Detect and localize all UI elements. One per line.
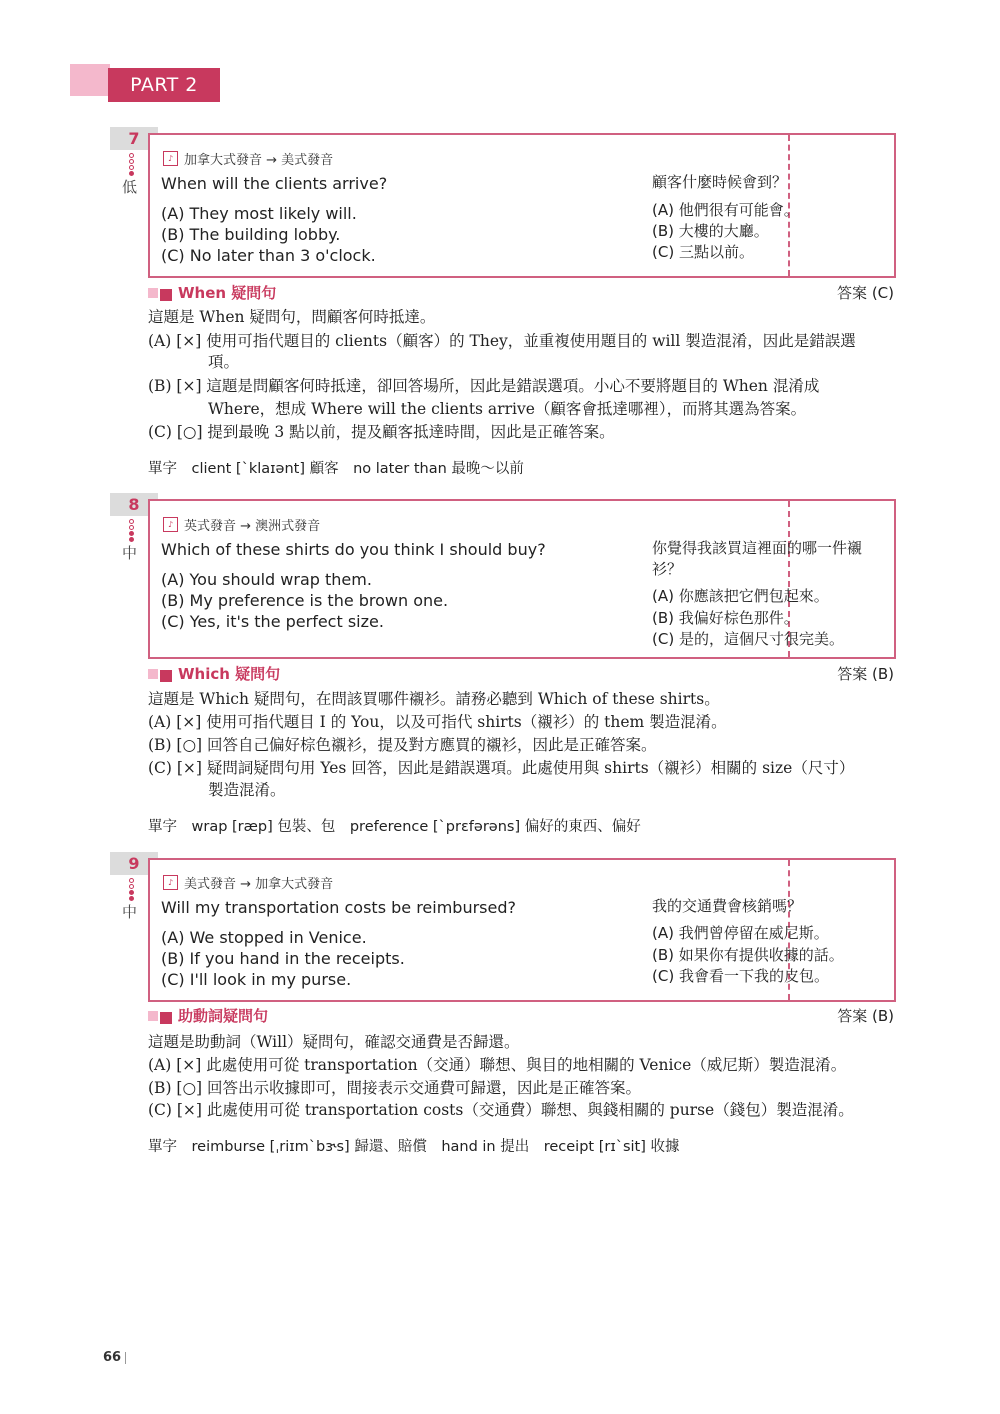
explanation-line: (A) [×] 使用可指代題目 I 的 You，以及可指代 shirts（襯衫）的 them 製造混淆。 [148, 713, 727, 731]
footer-divider [125, 1352, 126, 1364]
option-en: (B) If you hand in the receipts. [161, 949, 405, 968]
option-zh: (C) 我會看一下我的皮包。 [652, 967, 829, 985]
answer-label: 答案 (B) [837, 665, 894, 683]
option-en: (C) I'll look in my purse. [161, 970, 352, 989]
difficulty-level: 中 [122, 903, 138, 921]
question-en: Will my transportation costs be reimbursed? [161, 898, 517, 917]
option-en: (A) You should wrap them. [161, 570, 372, 589]
question-number: 8 [110, 493, 158, 516]
explanation-line: (A) [×] 此處使用可從 transportation（交通）聯想、與目的地相關的 Venice（威尼斯）製造混淆。 [148, 1056, 847, 1074]
difficulty-level: 中 [122, 544, 138, 562]
explanation-line: 這題是助動詞（Will）疑問句，確認交通費是否歸還。 [148, 1033, 520, 1051]
accent-label: ♪ 加拿大式發音 → 美式發音 [163, 149, 333, 168]
explanation-line: (C) [×] 疑問詞疑問句用 Yes 回答，因此是錯誤選項。此處使用與 shirts（襯衫）相關的 size（尺寸） [148, 759, 855, 777]
page-number: 66 [103, 1350, 122, 1365]
audio-icon: ♪ [163, 875, 178, 890]
answer-label: 答案 (C) [837, 284, 894, 302]
explanation-line: (C) [○] 提到最晚 3 點以前，提及顧客抵達時間，因此是正確答案。 [148, 423, 615, 441]
question-zh: 你覺得我該買這裡面的哪一件襯 [652, 539, 863, 557]
accent-label: ♪ 英式發音 → 澳洲式發音 [163, 515, 320, 534]
option-zh: (A) 你應該把它們包起來。 [652, 587, 829, 605]
option-zh: (A) 我們曾停留在威尼斯。 [652, 924, 829, 942]
vocabulary: 單字 client [ˋklaɪənt] 顧客 no later than 最晚～以前 [148, 461, 524, 477]
option-en: (C) Yes, it's the perfect size. [161, 612, 384, 631]
question-en: Which of these shirts do you think I should buy? [161, 540, 546, 559]
option-en: (A) They most likely will. [161, 204, 357, 223]
explanation-line: 這題是 Which 疑問句，在問該買哪件襯衫。請務必聽到 Which of these shirts。 [148, 690, 720, 708]
audio-icon: ♪ [163, 151, 178, 166]
section-title: 助動詞疑問句 [148, 1005, 268, 1026]
difficulty-level: 低 [122, 178, 138, 196]
option-en: (B) The building lobby. [161, 225, 341, 244]
option-zh: (B) 我偏好棕色那件。 [652, 609, 799, 627]
explanation-line: Where，想成 Where will the clients arrive（顧客會抵達哪裡），而將其選為答案。 [208, 400, 807, 418]
explanation-line: (B) [○] 回答出示收據即可，間接表示交通費可歸還，因此是正確答案。 [148, 1079, 641, 1097]
audio-icon: ♪ [163, 517, 178, 532]
difficulty-dots [128, 519, 134, 542]
option-en: (C) No later than 3 o'clock. [161, 246, 376, 265]
answer-label: 答案 (B) [837, 1007, 894, 1025]
option-zh: (B) 如果你有提供收據的話。 [652, 946, 844, 964]
question-en: When will the clients arrive? [161, 174, 388, 193]
question-zh: 顧客什麼時候會到？ [652, 173, 788, 191]
explanation-line: 項。 [208, 353, 240, 371]
part-label: PART 2 [108, 68, 220, 102]
part-label-accent [70, 64, 110, 96]
difficulty-dots [128, 878, 134, 901]
option-en: (B) My preference is the brown one. [161, 591, 449, 610]
explanation-line: (B) [×] 這題是問顧客何時抵達，卻回答場所，因此是錯誤選項。小心不要將題目的 When 混淆成 [148, 377, 820, 395]
vocabulary: 單字 wrap [ræp] 包裝、包 preference [ˋprɛfərəns] 偏好的東西、偏好 [148, 819, 641, 835]
difficulty-dots [128, 153, 134, 176]
accent-label: ♪ 美式發音 → 加拿大式發音 [163, 873, 333, 892]
explanation-line: (B) [○] 回答自己偏好棕色襯衫，提及對方應買的襯衫，因此是正確答案。 [148, 736, 657, 754]
explanation-line: 製造混淆。 [208, 781, 286, 799]
option-zh: (C) 三點以前。 [652, 243, 754, 261]
option-zh: (A) 他們很有可能會。 [652, 201, 799, 219]
option-zh: (C) 是的，這個尺寸很完美。 [652, 630, 844, 648]
explanation-line: 這題是 When 疑問句，問顧客何時抵達。 [148, 308, 436, 326]
question-number: 7 [110, 127, 158, 150]
option-en: (A) We stopped in Venice. [161, 928, 367, 947]
explanation-line: (A) [×] 使用可指代題目的 clients（顧客）的 They，並重複使用題目的 will 製造混淆，因此是錯誤選 [148, 332, 856, 350]
explanation-line: (C) [×] 此處使用可從 transportation costs（交通費）聯想、與錢相關的 purse（錢包）製造混淆。 [148, 1101, 854, 1119]
option-zh: (B) 大樓的大廳。 [652, 222, 769, 240]
question-zh: 衫？ [652, 560, 683, 578]
section-title: When 疑問句 [148, 282, 276, 303]
section-title: Which 疑問句 [148, 663, 280, 684]
question-number: 9 [110, 852, 158, 875]
vocabulary: 單字 reimburse [ˌriɪmˋbɝs] 歸還、賠償 hand in 提出 receipt [rɪˋsit] 收據 [148, 1139, 680, 1155]
question-zh: 我的交通費會核銷嗎？ [652, 897, 803, 915]
